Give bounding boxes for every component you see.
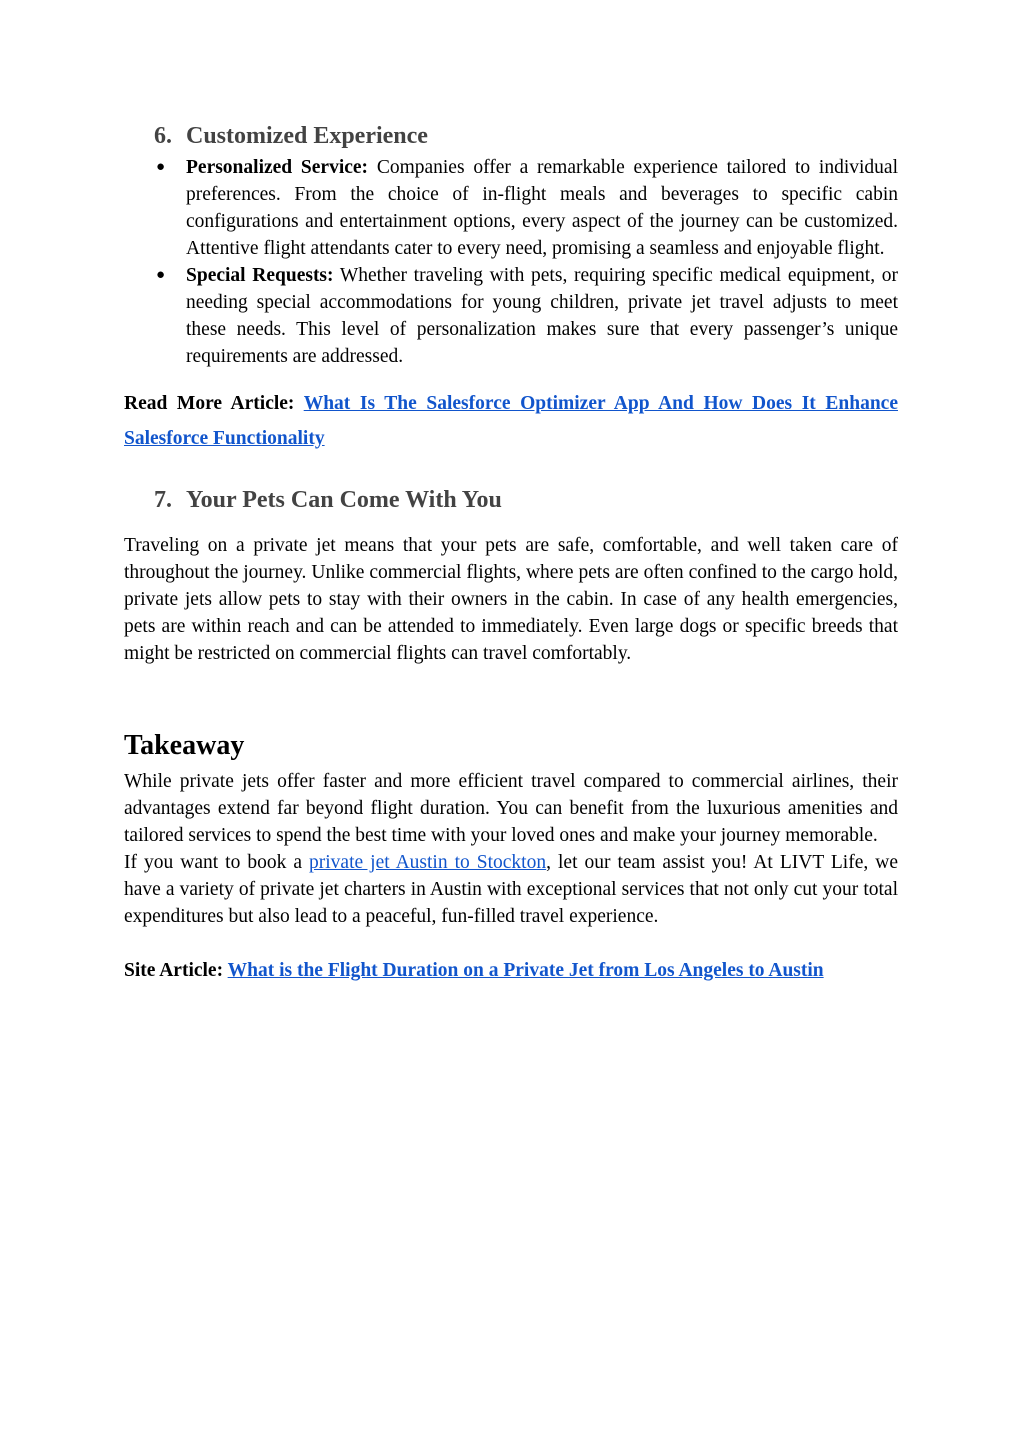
takeaway-p2-start: If you want to book a [124,852,310,873]
read-more-line [124,386,898,456]
section-6-heading [124,118,898,154]
read-more-link[interactable]: What Is The Salesforce Optimizer App And How Does It Enhance Salesforce Functionality [124,393,898,449]
bullet-text: Whether traveling with pets, requiring specific medical equipment, or needing special accommodations for young children, private jet travel adjusts to meet these needs. This level of personalization makes sure that every passenger’s unique requirements are addressed. [186,265,898,367]
takeaway-p2-end: , let our team assist you! At LIVT Life, we have a variety of private jet charters in Austin with exceptional services that not only cut your total expenditures but also lead to a peaceful, fun-filled travel experience. [124,852,898,927]
bullet-label: Special Requests: [186,265,334,286]
document-page [124,118,898,984]
bullet-personalized-service [124,154,898,262]
bullet-dot-icon: ● [156,267,166,283]
section-7-heading [124,482,898,518]
site-article-line [124,957,898,984]
site-article-label: Site Article: [124,960,224,981]
bullet-text: Companies offer a remarkable experience tailored to individual preferences. From the choice of in-flight meals and beverages to specific cabin configurations and entertainment options, every aspect of the journey can be customized. Attentive flight attendants cater to every need, promising a seamless and enjoyable flight. [186,157,899,259]
section-7-title: Your Pets Can Come With You [186,487,502,513]
bullet-dot-icon: ● [156,159,166,175]
private-jet-austin-stockton-link[interactable]: private jet Austin to Stockton [309,852,547,873]
section-6-number: 6. [154,123,172,149]
read-more-label: Read More Article: [124,393,295,414]
bullet-special-requests [124,262,898,370]
takeaway-heading: Takeaway [124,730,245,761]
section-6-bullet-list [124,154,898,370]
section-7-body: Traveling on a private jet means that your pets are safe, comfortable, and well taken care of throughout the journey. Unlike commercial flights, where pets are often confined to the cargo hold, private jets allow pets to stay with their owners in the cabin. In case of any health emergencies, pets are within reach and can be attended to immediately. Even large dogs or specific breeds that might be restricted on commercial flights can travel comfortably. [124,535,898,664]
section-6-title: Customized Experience [186,123,428,149]
site-article-link[interactable]: What is the Flight Duration on a Private Jet from Los Angeles to Austin [227,960,824,981]
bullet-label: Personalized Service: [186,157,369,178]
section-7-number: 7. [154,487,172,513]
takeaway-paragraph-2 [124,849,898,930]
takeaway-paragraph-1: While private jets offer faster and more efficient travel compared to commercial airlines, their advantages extend far beyond flight duration. You can benefit from the luxurious amenities and tailored services to spend the best time with your loved ones and make your journey memorable. [124,771,898,846]
